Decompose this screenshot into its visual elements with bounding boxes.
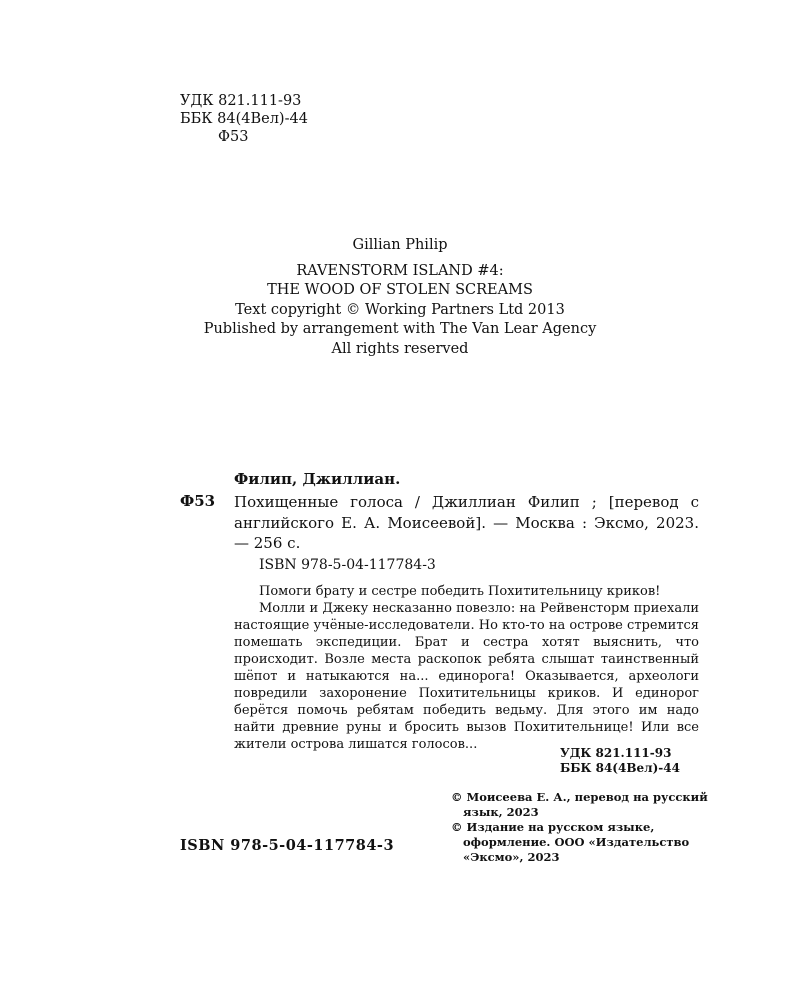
text-copyright: Text copyright © Working Partners Ltd 2013 [235, 301, 565, 318]
classification-block-bottom [560, 746, 690, 776]
bbk-code-bottom: ББК 84(4Вел)-44 [560, 761, 680, 775]
original-title: THE WOOD OF STOLEN SCREAMS [267, 282, 533, 298]
translation-copyright: © Моисеева Е. А., перевод на русский язык, 2023 [451, 790, 708, 819]
original-author: Gillian Philip [352, 237, 448, 253]
isbn-bottom: ISBN 978-5-04-117784-3 [180, 837, 395, 854]
annotation [234, 583, 699, 753]
udk-code: УДК 821.111-93 [180, 93, 302, 109]
rights-reserved: All rights reserved [331, 340, 469, 357]
catalog-author-sign: Ф53 [180, 492, 216, 510]
author-sign: Ф53 [218, 129, 249, 145]
classification-block-top [180, 92, 308, 146]
catalog-author-heading: Филип, Джиллиан. [234, 470, 401, 488]
udk-code-bottom: УДК 821.111-93 [560, 746, 672, 760]
bibliographic-description: Похищенные голоса / Джиллиан Филип ; [перевод с английского Е. А. Моисеевой]. — Москва : Эксмо, 2023. — 256 с. [234, 493, 699, 552]
original-series: RAVENSTORM ISLAND #4: [296, 262, 504, 279]
edition-copyright: © Издание на русском языке, оформление. ООО «Издательство «Эксмо», 2023 [451, 820, 690, 864]
annotation-body: Молли и Джеку несказанно повезло: на Рейвенсторм приехали настоящие учёные-исследователи. Но кто-то на острове стремится помешать экспедиции. Брат и сестра хотят выяснить, что происходит. Возле места раскопок ребята слышат таинственный шёпот и натыкаются на... единорога! Оказывается, археологи повредили захоронение Похитительницы криков. И единорог берётся помочь ребятам победить ведьму. Для этого им надо найти древние руны и бросить вызов Похитительнице! Или все жители острова лишатся голосов... [234, 601, 699, 752]
copyright-notices [451, 790, 711, 865]
bbk-code: ББК 84(4Вел)-44 [180, 111, 308, 127]
annotation-lead: Помоги брату и сестре победить Похитительницу криков! [259, 584, 661, 599]
rights-block [150, 236, 650, 359]
catalog-isbn: ISBN 978-5-04-117784-3 [259, 557, 436, 573]
arrangement-note: Published by arrangement with The Van Lear Agency [203, 321, 597, 337]
